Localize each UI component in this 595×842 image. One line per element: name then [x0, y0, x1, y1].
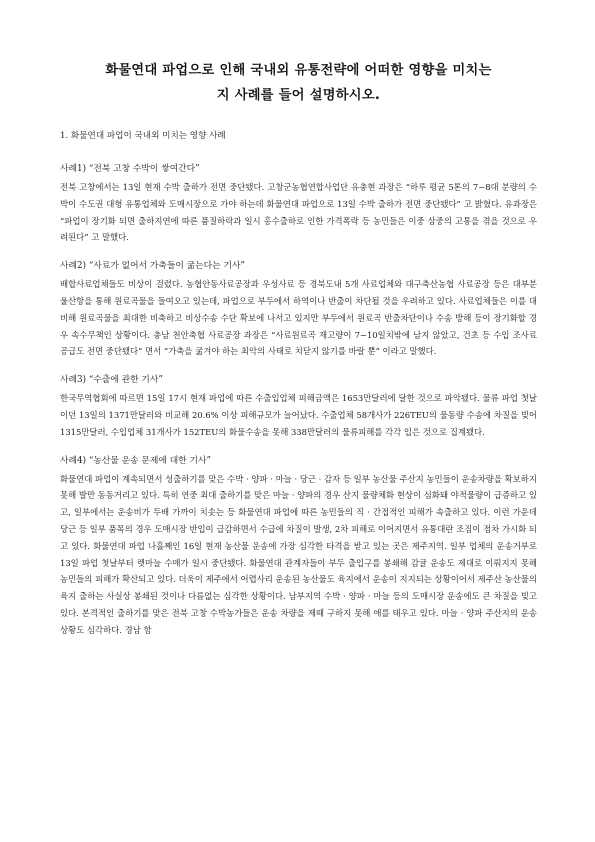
case-heading: 사례1) “전북 고창 수박이 쌓여간다” [60, 164, 200, 174]
case-body: 한국무역협회에 따르면 15일 17시 현재 파업에 따른 수출입업체 피해금액은 1653만달러에 달한 것으로 파악됐다. 물류 파업 첫날이던 13일의 1371만달러와 비교해 20.6% 이상 피해규모가 늘어났다. 수출업체 58개사가 226TEU의 물동량 수송에 차질을 빚어 1315만달러, 수입업체 31개사가 152TEU의 화물수송을 못해 338만달러의 물류피해를 각각 입은 것으로 집계됐다. [60, 393, 537, 437]
case-heading: 사례3) “수출에 관한 기사” [60, 375, 163, 386]
case-4 [60, 455, 537, 639]
title-line-1: 화물연대 파업으로 인해 국내외 유통전략에 어떠한 영향을 미치는 [105, 63, 492, 78]
case-heading: 사례2) “사료가 없어서 가축들이 굶는다는 기사” [60, 261, 245, 272]
case-body: 전북 고창에서는 13일 현재 수박 출하가 전면 중단됐다. 고창군농협연합사업단 유충현 과장은 “하루 평균 5톤의 7~8대 분량의 수박이 수도권 대형 유통업체와 도매시장으로 가야 하는데 화물연대 파업으로 13일 수박 출하가 전면 중단됐다” 고 밝혔다. 유과장은 “파업이 장기화 되면 출하지연에 따른 품질하락과 일시 홍수출하로 인한 가격폭락 등 농민들은 이중 삼중의 고통을 겪을 것으로 우려된다” 고 말했다. [60, 182, 537, 243]
document-title [60, 58, 537, 108]
title-line-2: 지 사례를 들어 설명하시오. [216, 88, 381, 103]
case-heading: 사례4) “농산물 운송 문제에 대한 기사” [60, 455, 211, 466]
case-2 [60, 260, 537, 360]
case-1 [60, 163, 537, 246]
case-body: 화물연대 파업이 계속되면서 성출하기를 맞은 수박 · 양파 · 마늘 · 당근 · 감자 등 일부 농산물 주산지 농민들이 운송차량을 확보하지 못해 발만 동동거리고 있다. 특히 연중 최대 출하기를 맞은 마늘 · 양파의 경우 산지 물량체화 현상이 심화돼 야적물량이 급증하고 있고, 일부에서는 운송비가 두배 가까이 치솟는 등 화물연대 파업에 따른 농민들의 직 · 간접적인 피해가 속출하고 있다. 이런 가운데 당근 등 일부 품목의 경우 도매시장 반입이 급감하면서 수급에 차질이 발생, 2차 피해로 이어지면서 유통대란 조짐이 점차 가시화 되고 있다. 화물연대 파업 나흘째인 16일 현재 농산물 운송에 가장 심각한 타격을 받고 있는 곳은 제주지역. 일부 업체의 운송거부로 13일 파업 첫날부터 렛마늘 수매가 일시 중단됐다. 화물연대 관계자들이 부두 출입구를 봉쇄해 감귤 운송도 제대로 이뤄지지 못해 농민들의 피해가 확산되고 있다. 더욱이 제주에서 어렵사리 운송된 농산물도 육지에서 운송이 지지되는 상황이어서 제주산 농산물의 육지 출하는 사실상 봉쇄된 것이나 다름없는 심각한 상황이다. 남부지역 수박 · 양파 · 마늘 등의 도매시장 운송에도 큰 차질을 빚고 있다. 본격적인 출하기를 맞은 전북 고창 수박농가들은 운송 차량을 제때 구하지 못해 애를 태우고 있다. 마늘 · 양파 주산지의 운송상황도 심각하다. 경남 함 [60, 473, 537, 635]
case-body: 배합사료업체들도 비상이 걸렸다. 농협안동사료공장과 우성사료 등 경북도내 5개 사료업체와 대구축산농협 사료공장 등은 대부분 울산항을 통해 원료곡물을 들여오고 있는데, 파업으로 부두에서 하역이나 반출이 차단될 것을 우려하고 있다. 사료업체들은 이를 대비해 원료곡물을 최대한 비축하고 비상수송 수단 확보에 나서고 있지만 부두에서 원료곡 반출차단이나 수송 방해 등이 장기화할 경우 속수무책인 상황이다. 충남 천안축협 사료공장 과장은 “사료원료곡 재고량이 7~10일치밖에 남지 않았고, 건초 등 수입 조사료 공급도 전면 중단됐다” 면서 “가축을 굶겨야 하는 최악의 사태로 치닫지 않기를 바랄 뿐” 이라고 말했다. [60, 279, 537, 357]
section-heading: 1. 화물연대 파업이 국내외 미치는 영향 사례 [60, 131, 226, 141]
case-3 [60, 374, 537, 440]
